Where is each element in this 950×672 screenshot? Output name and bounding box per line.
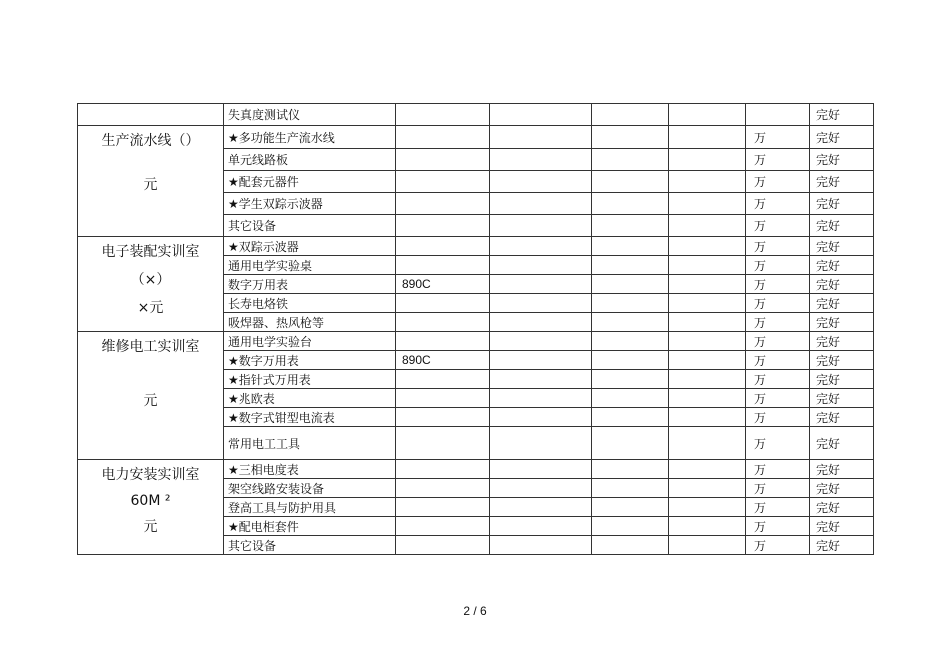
blank-cell xyxy=(592,256,669,275)
condition-cell: 完好 xyxy=(810,126,874,149)
blank-cell xyxy=(490,275,592,294)
room-cell xyxy=(78,237,224,332)
condition-cell: 完好 xyxy=(810,171,874,193)
unit-cell: 万 xyxy=(746,517,810,536)
model-cell xyxy=(396,294,490,313)
blank-cell xyxy=(490,408,592,427)
equipment-table xyxy=(77,103,874,555)
model-cell xyxy=(396,256,490,275)
unit-cell: 万 xyxy=(746,237,810,256)
blank-cell xyxy=(592,275,669,294)
blank-cell xyxy=(490,389,592,408)
condition-cell: 完好 xyxy=(810,313,874,332)
room-cell xyxy=(78,104,224,126)
blank-cell xyxy=(592,408,669,427)
unit-cell: 万 xyxy=(746,149,810,171)
model-cell xyxy=(396,408,490,427)
condition-cell: 完好 xyxy=(810,536,874,555)
table-row xyxy=(78,460,874,479)
condition-cell: 完好 xyxy=(810,104,874,126)
blank-cell xyxy=(669,408,746,427)
room-cost: ×元 xyxy=(137,300,164,316)
room-cost: 元 xyxy=(143,177,158,193)
blank-cell xyxy=(592,479,669,498)
unit-cell: 万 xyxy=(746,498,810,517)
blank-cell xyxy=(490,149,592,171)
blank-cell xyxy=(669,389,746,408)
condition-cell: 完好 xyxy=(810,351,874,370)
blank-cell xyxy=(592,498,669,517)
room-cost: 元 xyxy=(143,393,158,409)
blank-cell xyxy=(669,332,746,351)
unit-cell: 万 xyxy=(746,294,810,313)
blank-cell xyxy=(490,294,592,313)
blank-cell xyxy=(669,149,746,171)
condition-cell: 完好 xyxy=(810,215,874,237)
blank-cell xyxy=(669,256,746,275)
unit-cell: 万 xyxy=(746,389,810,408)
unit-cell: 万 xyxy=(746,408,810,427)
blank-cell xyxy=(669,351,746,370)
model-cell xyxy=(396,126,490,149)
blank-cell xyxy=(490,370,592,389)
table-row xyxy=(78,237,874,256)
blank-cell xyxy=(592,313,669,332)
condition-cell: 完好 xyxy=(810,460,874,479)
item-name-cell: ★学生双踪示波器 xyxy=(224,193,396,215)
blank-cell xyxy=(490,479,592,498)
unit-cell: 万 xyxy=(746,536,810,555)
blank-cell xyxy=(669,313,746,332)
model-cell: 890C xyxy=(396,275,490,294)
blank-cell xyxy=(592,389,669,408)
item-name-cell: ★数字式钳型电流表 xyxy=(224,408,396,427)
blank-cell xyxy=(592,427,669,460)
blank-cell xyxy=(490,351,592,370)
item-name-cell: ★三相电度表 xyxy=(224,460,396,479)
model-cell xyxy=(396,536,490,555)
table-row xyxy=(78,126,874,149)
blank-cell xyxy=(592,171,669,193)
blank-cell xyxy=(490,313,592,332)
condition-cell: 完好 xyxy=(810,389,874,408)
blank-cell xyxy=(669,294,746,313)
blank-cell xyxy=(490,536,592,555)
blank-cell xyxy=(592,149,669,171)
blank-cell xyxy=(669,193,746,215)
room-area: 60M ² xyxy=(130,493,171,509)
unit-cell: 万 xyxy=(746,313,810,332)
item-name-cell: 常用电工工具 xyxy=(224,427,396,460)
blank-cell xyxy=(592,332,669,351)
blank-cell xyxy=(669,370,746,389)
blank-cell xyxy=(669,171,746,193)
unit-cell: 万 xyxy=(746,479,810,498)
room-title: 电力安装实训室 xyxy=(101,467,200,483)
blank-cell xyxy=(669,479,746,498)
table-row xyxy=(78,332,874,351)
blank-cell xyxy=(592,351,669,370)
model-cell xyxy=(396,193,490,215)
blank-cell xyxy=(490,171,592,193)
blank-cell xyxy=(592,215,669,237)
condition-cell: 完好 xyxy=(810,370,874,389)
blank-cell xyxy=(592,294,669,313)
blank-cell xyxy=(490,517,592,536)
blank-cell xyxy=(592,126,669,149)
unit-cell: 万 xyxy=(746,215,810,237)
blank-cell xyxy=(592,370,669,389)
item-name-cell: 失真度测试仪 xyxy=(224,104,396,126)
item-name-cell: ★数字万用表 xyxy=(224,351,396,370)
model-cell xyxy=(396,517,490,536)
model-cell xyxy=(396,215,490,237)
item-name-cell: 登高工具与防护用具 xyxy=(224,498,396,517)
blank-cell xyxy=(669,517,746,536)
model-cell xyxy=(396,313,490,332)
item-name-cell: 吸焊器、热风枪等 xyxy=(224,313,396,332)
model-cell xyxy=(396,389,490,408)
room-title: 电子装配实训室 xyxy=(101,244,200,260)
item-name-cell: ★配套元器件 xyxy=(224,171,396,193)
unit-cell: 万 xyxy=(746,126,810,149)
blank-cell xyxy=(490,332,592,351)
blank-cell xyxy=(669,498,746,517)
unit-cell: 万 xyxy=(746,332,810,351)
blank-cell xyxy=(669,237,746,256)
blank-cell xyxy=(490,460,592,479)
blank-cell xyxy=(490,237,592,256)
model-cell xyxy=(396,460,490,479)
blank-cell xyxy=(490,498,592,517)
item-name-cell: 其它设备 xyxy=(224,215,396,237)
condition-cell: 完好 xyxy=(810,427,874,460)
page-indicator: 2 / 6 xyxy=(463,604,487,618)
unit-cell: 万 xyxy=(746,460,810,479)
model-cell xyxy=(396,149,490,171)
blank-cell xyxy=(592,536,669,555)
blank-cell xyxy=(592,460,669,479)
condition-cell: 完好 xyxy=(810,498,874,517)
model-cell xyxy=(396,427,490,460)
blank-cell xyxy=(669,126,746,149)
blank-cell xyxy=(592,104,669,126)
unit-cell: 万 xyxy=(746,256,810,275)
unit-cell: 万 xyxy=(746,171,810,193)
blank-cell xyxy=(592,237,669,256)
room-cost: 元 xyxy=(143,519,158,535)
blank-cell xyxy=(490,427,592,460)
model-cell xyxy=(396,479,490,498)
model-cell xyxy=(396,104,490,126)
condition-cell: 完好 xyxy=(810,193,874,215)
unit-cell: 万 xyxy=(746,275,810,294)
unit-cell: 万 xyxy=(746,351,810,370)
item-name-cell: 通用电学实验台 xyxy=(224,332,396,351)
blank-cell xyxy=(669,275,746,294)
room-cell xyxy=(78,332,224,460)
item-name-cell: 通用电学实验桌 xyxy=(224,256,396,275)
blank-cell xyxy=(669,427,746,460)
unit-cell: 万 xyxy=(746,193,810,215)
model-cell xyxy=(396,498,490,517)
blank-cell xyxy=(490,104,592,126)
item-name-cell: ★指针式万用表 xyxy=(224,370,396,389)
model-cell: 890C xyxy=(396,351,490,370)
condition-cell: 完好 xyxy=(810,479,874,498)
blank-cell xyxy=(490,256,592,275)
condition-cell: 完好 xyxy=(810,408,874,427)
room-cell xyxy=(78,460,224,555)
room-cell xyxy=(78,126,224,237)
table-row xyxy=(78,104,874,126)
condition-cell: 完好 xyxy=(810,237,874,256)
model-cell xyxy=(396,171,490,193)
item-name-cell: ★配电柜套件 xyxy=(224,517,396,536)
condition-cell: 完好 xyxy=(810,294,874,313)
condition-cell: 完好 xyxy=(810,149,874,171)
blank-cell xyxy=(490,193,592,215)
condition-cell: 完好 xyxy=(810,275,874,294)
room-title: 生产流水线（） xyxy=(101,133,200,149)
blank-cell xyxy=(490,215,592,237)
unit-cell: 万 xyxy=(746,370,810,389)
item-name-cell: 数字万用表 xyxy=(224,275,396,294)
item-name-cell: 长寿电烙铁 xyxy=(224,294,396,313)
model-cell xyxy=(396,332,490,351)
blank-cell xyxy=(669,104,746,126)
item-name-cell: 架空线路安装设备 xyxy=(224,479,396,498)
condition-cell: 完好 xyxy=(810,256,874,275)
item-name-cell: ★双踪示波器 xyxy=(224,237,396,256)
model-cell xyxy=(396,370,490,389)
condition-cell: 完好 xyxy=(810,517,874,536)
item-name-cell: ★多功能生产流水线 xyxy=(224,126,396,149)
room-area: （×） xyxy=(130,272,171,288)
model-cell xyxy=(396,237,490,256)
unit-cell xyxy=(746,104,810,126)
blank-cell xyxy=(669,460,746,479)
blank-cell xyxy=(669,536,746,555)
item-name-cell: 其它设备 xyxy=(224,536,396,555)
blank-cell xyxy=(669,215,746,237)
item-name-cell: 单元线路板 xyxy=(224,149,396,171)
room-title: 维修电工实训室 xyxy=(101,339,200,355)
blank-cell xyxy=(592,517,669,536)
blank-cell xyxy=(592,193,669,215)
unit-cell: 万 xyxy=(746,427,810,460)
blank-cell xyxy=(490,126,592,149)
condition-cell: 完好 xyxy=(810,332,874,351)
item-name-cell: ★兆欧表 xyxy=(224,389,396,408)
